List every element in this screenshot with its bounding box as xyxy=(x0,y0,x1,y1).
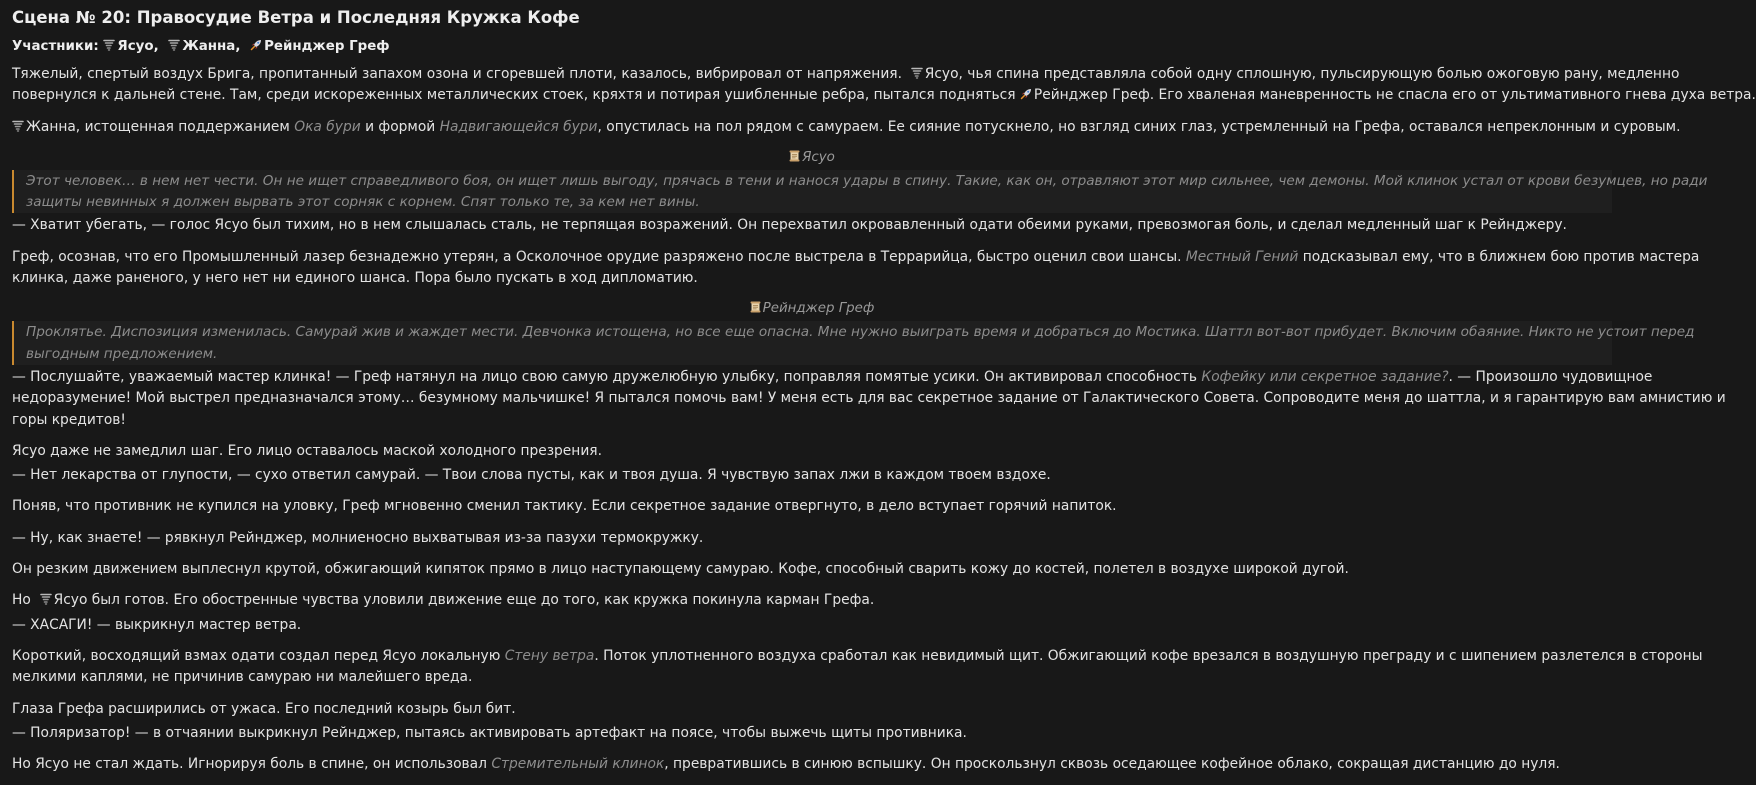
text-span: Тяжелый, спертый воздух Брига, пропитанный запахом озона и сгоревшей плоти, казалось, вибрировал от напряжения. xyxy=(12,66,902,82)
ability-name: Стремительный клинок xyxy=(491,756,665,773)
scroll-icon xyxy=(789,150,800,162)
paragraph: — Ну, как знаете! — рявкнул Рейнджер, молниеносно выхватывая из-за пазухи термокружку. xyxy=(12,529,704,546)
text-span: , опустилась на пол рядом с самураем. Ее сияние потускнело, но взгляд синих глаз, устремленный на Грефа, оставался непреклонным и суровым. xyxy=(597,118,1681,135)
paragraph: — Поляризатор! — в отчаянии выкрикнул Рейнджер, пытаясь активировать артефакт на поясе, чтобы выжечь щиты противника. xyxy=(12,724,967,741)
thought-block xyxy=(12,170,1708,214)
participant-name: Ясуо xyxy=(117,39,154,54)
tornado-icon xyxy=(12,120,24,132)
speaker-name: Рейнджер Греф xyxy=(762,301,875,317)
thought-text: Этот человек… в нем нет чести. Он не ищет справедливого боя, он ищет лишь выгоду, прячась в тени и нанося удары в спину. Такие, как он, отравляют этот мир сильнее, чем демоны. Мой клинок устал от крови безумцев, но ради xyxy=(26,172,1708,189)
paragraph: — Нет лекарства от глупости, — сухо ответил самурай. — Твои слова пусты, как и твоя душа. Я чувствую запах лжи в каждом твоем вздохе. xyxy=(12,467,1051,484)
ability-name: Ока бури xyxy=(294,118,361,135)
paragraph: Глаза Грефа расширились от ужаса. Его последний козырь был бит. xyxy=(12,700,516,717)
text-span: Ясуо был готов. Его обостренные чувства уловили движение еще до того, как кружка покинула карман Грефа. xyxy=(53,592,875,609)
paragraph: Поняв, что противник не купился на уловку, Греф мгновенно сменил тактику. Если секретное задание отвергнуто, в дело вступает горячий напиток. xyxy=(12,498,1117,515)
text-span: мелкими каплями, не причинив самураю ни малейшего вреда. xyxy=(12,669,473,686)
scroll-icon xyxy=(750,301,761,313)
text-span: и формой xyxy=(365,118,436,135)
paragraph: Он резким движением выплеснул крутой, обжигающий кипяток прямо в лицо наступающему самураю. Кофе, способный сварить кожу до костей, полетел в воздухе широкой дугой. xyxy=(12,561,1349,578)
thought-speaker-label xyxy=(12,148,1612,168)
text-span: . — Произошло чудовищное xyxy=(1448,368,1653,385)
tornado-icon xyxy=(911,67,923,79)
text-span: Короткий, восходящий взмах одати создал перед Ясуо локальную xyxy=(12,647,501,664)
paragraph xyxy=(12,247,1700,290)
paragraph xyxy=(12,646,1703,689)
text-span: Ясуо, чья спина представляла собой одну сплошную, пульсирующую болью ожоговую рану, медленно xyxy=(924,66,1680,82)
text-span: недоразумение! Мой выстрел предназначался этому… безумному мальчишке! Я пытался помочь вам! У меня есть для вас секретное задание от Галактического Совета. Сопроводите меня до шаттла, и я гарантирую вам амнистию и xyxy=(12,390,1726,407)
scene-title: Сцена № 20: Правосудие Ветра и Последняя Кружка Кофе xyxy=(12,8,580,27)
text-span: Но Ясуо не стал ждать. Игнорируя боль в спине, он использовал xyxy=(12,756,487,773)
ability-name: Стену ветра xyxy=(504,647,595,664)
participant-name: Рейнджер Греф xyxy=(264,39,390,54)
ability-name: Местный Гений xyxy=(1185,248,1299,265)
paragraph xyxy=(12,754,1612,775)
rocket-icon xyxy=(1020,88,1032,100)
text-span: клинка, даже раненого, у него нет ни единого шанса. Пора было пускать в ход дипломатию. xyxy=(12,270,698,287)
thought-text: выгодным предложением. xyxy=(26,345,218,362)
text-span: Но xyxy=(12,592,31,609)
tornado-icon xyxy=(103,39,115,51)
tornado-icon xyxy=(168,39,180,51)
text-span: Греф, осознав, что его Промышленный лазер безнадежно утерян, а Осколочное орудие разряжено после выстрела в Террарийца, быстро оценил свои шансы. xyxy=(12,248,1182,265)
thought-speaker-label xyxy=(12,299,1612,319)
paragraph: — Хватит убегать, — голос Ясуо был тихим, но в нем слышалась сталь, не терпящая возражений. Он перехватил окровавленный одати обеими руками, превозмогая боль, и сделал медленный шаг к Рейнджеру. xyxy=(12,217,1567,234)
text-span: — Послушайте, уважаемый мастер клинка! — Греф натянул на лицо свою самую дружелюбную улыбку, поправляя помятые усики. Он активировал способность xyxy=(12,368,1198,385)
thought-text: защиты невинных я должен вырвать этот сорняк с корнем. Спят только те, за кем нет вины. xyxy=(26,194,700,211)
text-span: . Поток уплотненного воздуха сработал как невидимый щит. Обжигающий кофе врезался в воздушную преграду и с шипением разлетелся в стороны xyxy=(594,647,1703,664)
paragraph xyxy=(12,64,1756,107)
text-span: , превратившись в синюю вспышку. Он проскользнул сквозь оседающее кофейное облако, сокращая дистанцию до нуля. xyxy=(664,756,1560,773)
ability-name: Надвигающейся бури xyxy=(439,118,598,135)
speaker-name: Ясуо xyxy=(802,149,835,165)
paragraph xyxy=(12,117,1681,138)
ability-name: Кофейку или секретное задание? xyxy=(1201,368,1449,385)
paragraph xyxy=(12,590,1612,611)
paragraph: — ХАСАГИ! — выкрикнул мастер ветра. xyxy=(12,616,302,633)
participants-label: Участники: xyxy=(12,39,99,54)
tornado-icon xyxy=(40,593,52,605)
paragraph xyxy=(12,367,1726,431)
participants-line: Участники: Ясуо, Жанна, Рейнджер Греф xyxy=(12,39,390,54)
text-span: повернулся к дальней стене. Там, среди искореженных металлических стоек, кряхтя и потирая ушибленные ребра, пытался подняться xyxy=(12,87,1016,104)
paragraph: Ясуо даже не замедлил шаг. Его лицо оставалось маской холодного презрения. xyxy=(12,442,602,459)
text-span: Жанна, истощенная поддержанием xyxy=(26,118,290,135)
text-span: горы кредитов! xyxy=(12,411,126,428)
thought-text: Проклятье. Диспозиция изменилась. Самурай жив и жаждет мести. Девчонка истощена, но все еще опасна. Мне нужно выиграть время и добраться до Мостика. Шаттл вот-вот прибудет. Включим обаяние. Никто не устоит перед xyxy=(26,324,1695,341)
text-span: подсказывал ему, что в ближнем бою против мастера xyxy=(1302,248,1700,265)
thought-block xyxy=(12,321,1695,365)
participant-name: Жанна xyxy=(182,39,236,54)
text-span: Рейнджер Греф. Его хваленая маневренность не спасла его от ультимативного гнева духа ветра. xyxy=(1033,87,1756,104)
rocket-icon xyxy=(250,39,262,51)
